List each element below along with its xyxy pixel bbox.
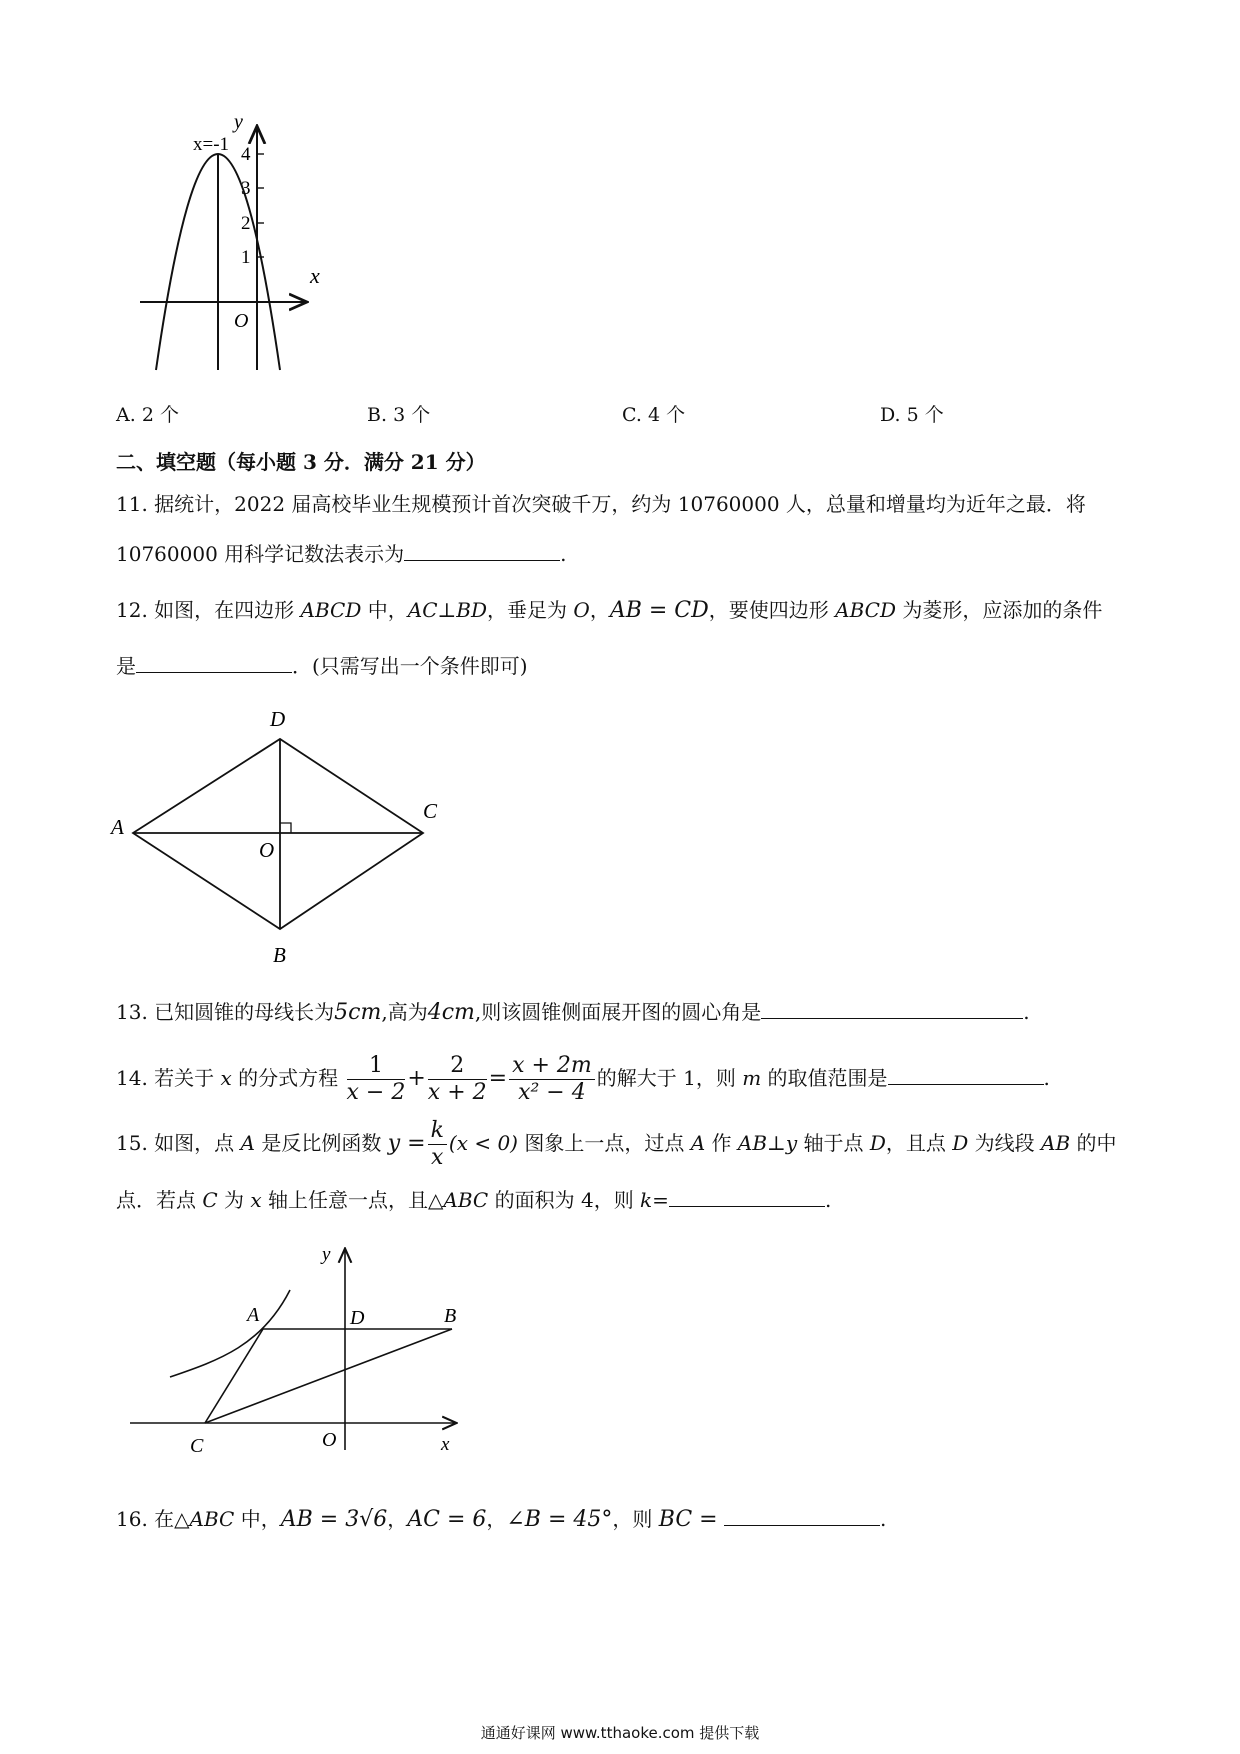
tick-label-2: 2: [241, 213, 251, 234]
option-b: B. 3 个: [367, 404, 431, 426]
option-a: A. 2 个: [116, 404, 179, 426]
parabola-figure: [130, 110, 350, 380]
q12-line2: 是 ．(只需写出一个条件即可): [116, 654, 528, 678]
label-c: C: [423, 799, 438, 823]
q16: 16. 在△ABC 中，AB = 3√6，AC = 6，∠B = 45°，则 BC = .: [116, 1507, 887, 1532]
q15-answer-blank[interactable]: [669, 1186, 825, 1207]
label-o: O: [259, 838, 275, 862]
label-d: D: [270, 707, 286, 731]
vertex-label: x=-1: [193, 134, 230, 155]
q13: 13. 已知圆锥的母线长为5cm,高为4cm,则该圆锥侧面展开图的圆心角是 .: [116, 1000, 1030, 1025]
segment-ac: [205, 1329, 263, 1423]
option-d: D. 5 个: [880, 404, 944, 426]
q13-answer-blank[interactable]: [761, 998, 1023, 1019]
label-a: A: [247, 1304, 260, 1326]
tick-label-1: 1: [241, 247, 251, 268]
label-a: A: [111, 815, 124, 839]
label-y: y: [322, 1244, 331, 1265]
hyperbola-figure: [110, 1240, 470, 1465]
right-angle-mark: [280, 823, 291, 833]
q12-line1: 12. 如图，在四边形 ABCD 中，AC⊥BD，垂足为 O，AB = CD，要使四边形 ABCD 为菱形，应添加的条件: [116, 598, 1103, 623]
tick-label-3: 3: [241, 178, 251, 199]
q11-line2: 10760000 用科学记数法表示为 .: [116, 542, 567, 566]
fraction-k-over-x: $\frac{k}{x}$: [428, 1118, 447, 1171]
q11-line1: 11. 据统计，2022 届高校毕业生规模预计首次突破千万，约为 10760000 人，总量和增量均为近年之最．将: [116, 492, 1086, 516]
hyperbola-curve: [170, 1290, 290, 1377]
label-c: C: [190, 1435, 204, 1457]
page-footer: 通通好课网 www.tthaoke.com 提供下载: [480, 1724, 760, 1742]
label-b: B: [273, 943, 286, 967]
x-axis-label: x: [310, 263, 320, 288]
fraction-3: $\frac{x + 2m}{\text{x² − 4}}$: [509, 1053, 595, 1106]
option-c: C. 4 个: [622, 404, 686, 426]
fraction-2: $\frac{2}{x + 2}$: [427, 1053, 487, 1105]
segment-bc: [205, 1329, 452, 1423]
q14: 14. 若关于 x 的分式方程 $\frac{1}{x - 2}$ + $\frac{2}{x + 2}$ = $\frac{x + 2m}{\text{x² − 4}}$ 的解大于 1，则 m 的取值范围是 .: [116, 1053, 1050, 1105]
section-title: 二、填空题（每小题 3 分．满分 21 分）: [116, 450, 486, 474]
origin-label: O: [234, 310, 249, 332]
label-d: D: [350, 1307, 365, 1329]
q15-line1: 15. 如图，点 A 是反比例函数 y = $\frac{k}{x}$ (x < 0) 图象上一点，过点 A 作 AB⊥y 轴于点 D，且点 D 为线段 AB 的中: [116, 1118, 1117, 1170]
rhombus-outline: [133, 739, 423, 929]
fraction-1: $\frac{1}{x - 2}$: [346, 1053, 406, 1105]
q12-answer-blank[interactable]: [136, 652, 292, 673]
rhombus-figure: [105, 700, 465, 975]
label-o: O: [322, 1429, 337, 1451]
q16-answer-blank[interactable]: [724, 1505, 880, 1526]
label-b: B: [444, 1305, 457, 1327]
q14-answer-blank[interactable]: [888, 1064, 1044, 1085]
q15-line2: 点．若点 C 为 x 轴上任意一点，且△ABC 的面积为 4，则 k= .: [116, 1188, 832, 1212]
tick-label-4: 4: [241, 144, 251, 165]
label-x: x: [441, 1434, 450, 1455]
y-axis-label: y: [234, 111, 243, 133]
q11-answer-blank[interactable]: [404, 540, 560, 561]
